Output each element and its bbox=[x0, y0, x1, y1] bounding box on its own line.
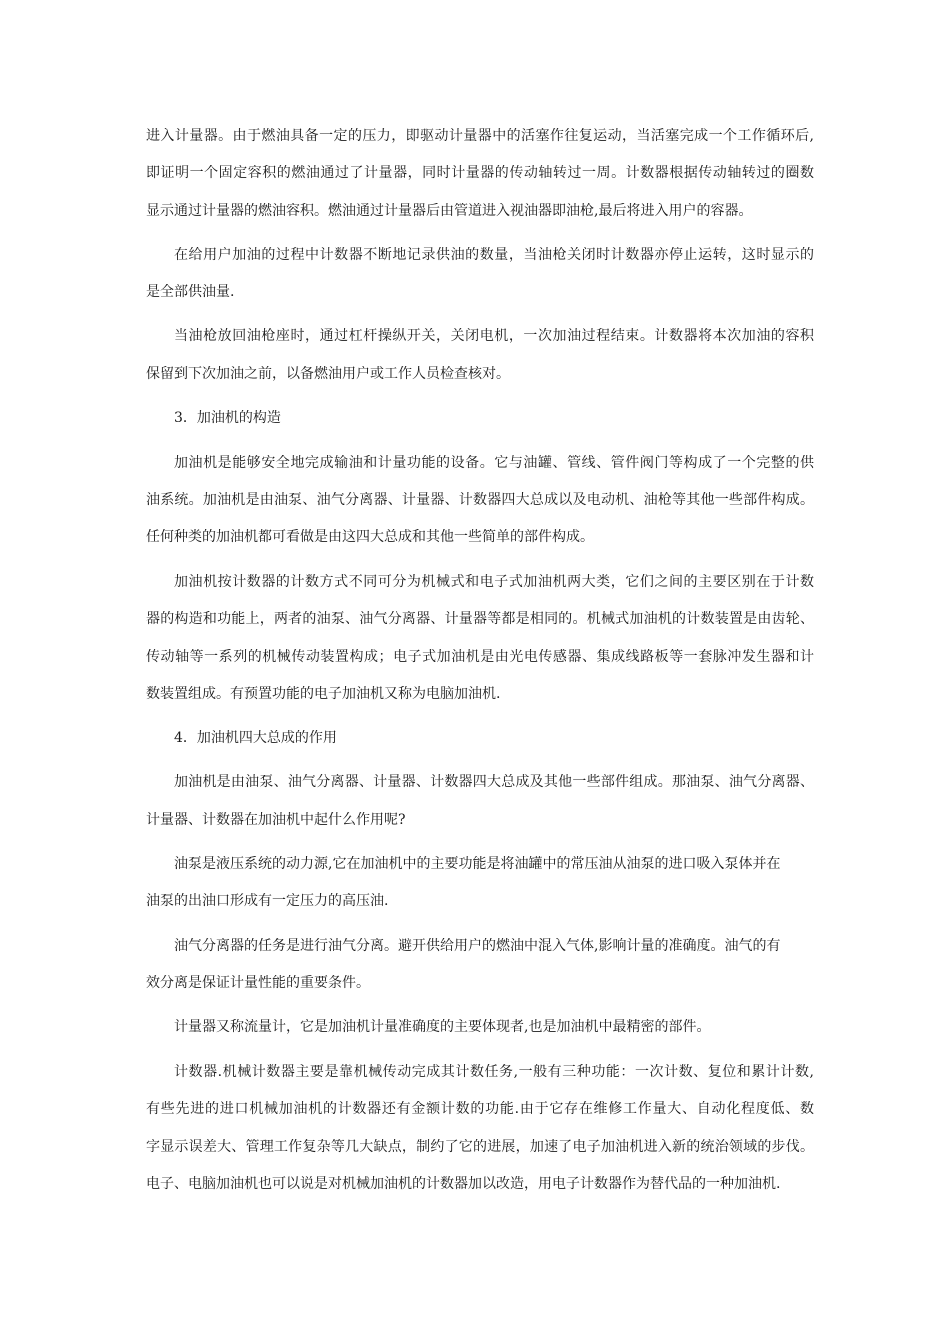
text-line: 显示通过计量器的燃油容积。燃油通过计量器后由管道进入视油器即油枪,最后将进入用户的容器。 bbox=[146, 203, 753, 219]
text-line: 器的构造和功能上，两者的油泵、油气分离器、计量器等都是相同的。机械式加油机的计数装置是由齿轮、 bbox=[146, 611, 814, 627]
text-line: 油气分离器的任务是进行油气分离。避开供给用户的燃油中混入气体,影响计量的准确度。油气的有 bbox=[174, 938, 781, 954]
text-line: 加油机是能够安全地完成输油和计量功能的设备。它与油罐、管线、管件阀门等构成了一个完整的供 bbox=[174, 455, 814, 471]
text-line: 字显示误差大、管理工作复杂等几大缺点，制约了它的进展，加速了电子加油机进入新的统治领域的步伐。 bbox=[146, 1139, 814, 1155]
text-line: 有些先进的进口机械加油机的计数器还有金额计数的功能.由于它存在维修工作量大、自动化程度低、数 bbox=[146, 1101, 814, 1117]
text-line: 是全部供油量. bbox=[146, 284, 235, 300]
text-line: 在给用户加油的过程中计数器不断地记录供油的数量，当油枪关闭时计数器亦停止运转，这时显示的 bbox=[174, 247, 814, 263]
text-line: 进入计量器。由于燃油具备一定的压力，即驱动计量器中的活塞作往复运动，当活塞完成一个工作循环后, bbox=[146, 128, 814, 144]
text-line: 油泵的出油口形成有一定压力的高压油. bbox=[146, 893, 389, 909]
text-line: 当油枪放回油枪座时，通过杠杆操纵开关，关闭电机，一次加油过程结束。计数器将本次加油的容积 bbox=[174, 328, 814, 344]
text-line: 计量器、计数器在加油机中起什么作用呢? bbox=[146, 812, 406, 828]
text-line: 保留到下次加油之前，以备燃油用户或工作人员检查核对。 bbox=[146, 366, 510, 382]
section-heading: 3．加油机的构造 bbox=[174, 410, 281, 426]
text-line: 加油机按计数器的计数方式不同可分为机械式和电子式加油机两大类，它们之间的主要区别在于计数 bbox=[174, 574, 814, 590]
text-line: 计数器.机械计数器主要是靠机械传动完成其计数任务,一般有三种功能：一次计数、复位和累计计数, bbox=[174, 1064, 814, 1080]
section-heading: 4．加油机四大总成的作用 bbox=[174, 730, 337, 746]
text-line: 油泵是液压系统的动力源,它在加油机中的主要功能是将油罐中的常压油从油泵的进口吸入泵体并在 bbox=[174, 856, 781, 872]
text-line: 数装置组成。有预置功能的电子加油机又称为电脑加油机. bbox=[146, 686, 501, 702]
text-line: 油系统。加油机是由油泵、油气分离器、计量器、计数器四大总成以及电动机、油枪等其他一些部件构成。 bbox=[146, 492, 814, 508]
text-line: 电子、电脑加油机也可以说是对机械加油机的计数器加以改造，用电子计数器作为替代品的一种加油机. bbox=[146, 1176, 781, 1192]
text-line: 效分离是保证计量性能的重要条件。 bbox=[146, 975, 370, 991]
text-line: 计量器又称流量计，它是加油机计量准确度的主要体现者,也是加油机中最精密的部件。 bbox=[174, 1019, 711, 1035]
text-line: 加油机是由油泵、油气分离器、计量器、计数器四大总成及其他一些部件组成。那油泵、油气分离器、 bbox=[174, 774, 814, 790]
text-line: 即证明一个固定容积的燃油通过了计量器，同时计量器的传动轴转过一周。计数器根据传动轴转过的圈数 bbox=[146, 165, 814, 181]
text-line: 任何种类的加油机都可看做是由这四大总成和其他一些简单的部件构成。 bbox=[146, 529, 594, 545]
text-line: 传动轴等一系列的机械传动装置构成；电子式加油机是由光电传感器、集成线路板等一套脉冲发生器和计 bbox=[146, 649, 814, 665]
